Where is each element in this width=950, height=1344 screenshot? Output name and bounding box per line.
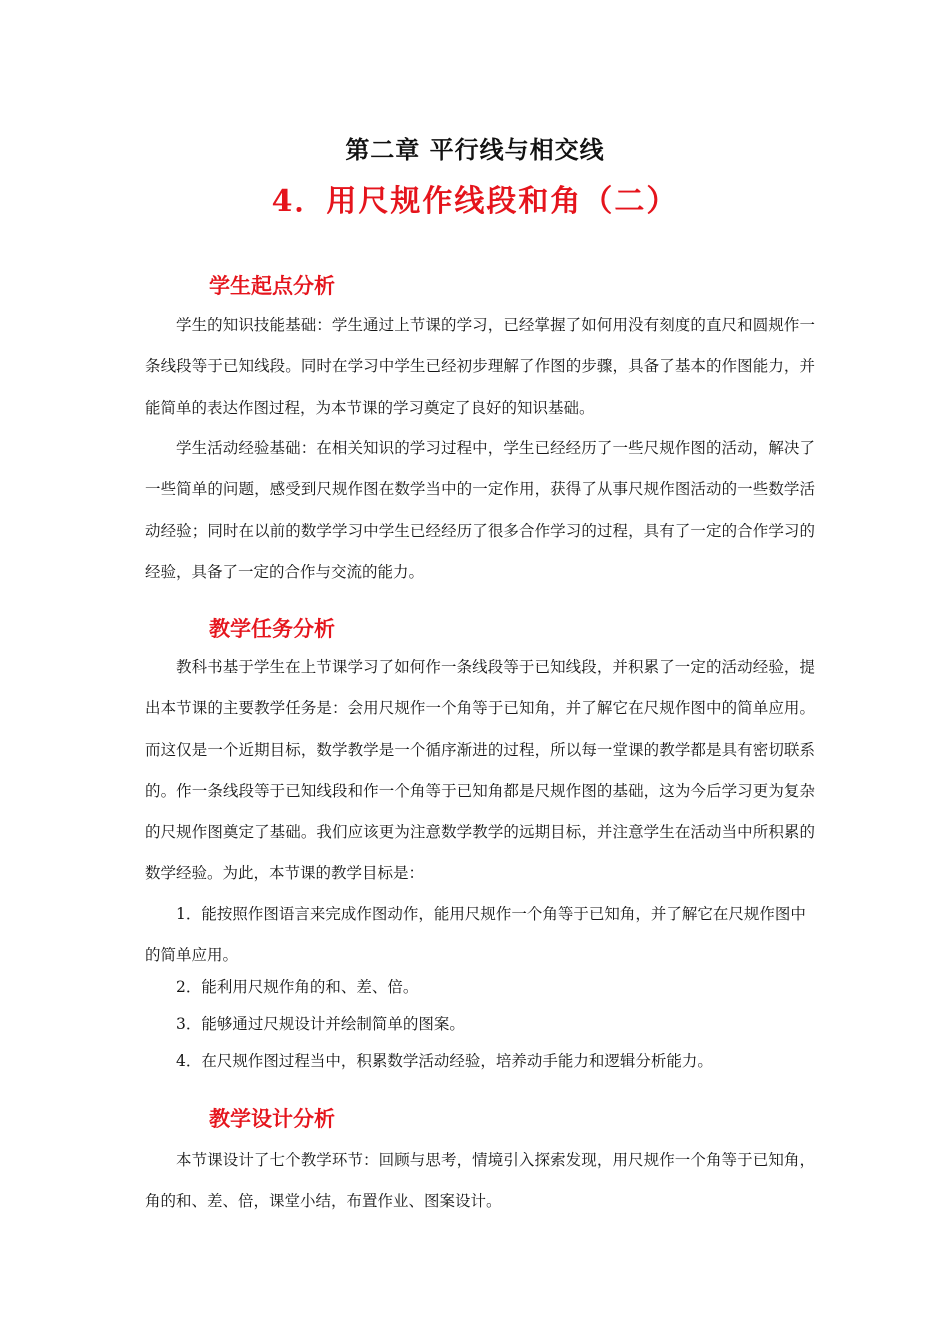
goal-item-1: 1．能按照作图语言来完成作图动作，能用尺规作一个角等于已知角，并了解它在尺规作图中的简单应用。	[145, 905, 806, 965]
goal-item-2: 2．能利用尺规作角的和、差、倍。	[176, 978, 419, 996]
section-heading-student-analysis: 学生起点分析	[209, 273, 335, 298]
chapter-title: 第二章 平行线与相交线	[345, 135, 605, 164]
lesson-title: 4．用尺规作线段和角（二）	[271, 184, 679, 219]
paragraph-task-description: 教科书基于学生在上节课学习了如何作一条线段等于已知线段，并积累了一定的活动经验，提出本节课的主要教学任务是：会用尺规作一个角等于已知角，并了解它在尺规作图中的简单应用。而这仅是一个近期目标，数学教学是一个循序渐进的过程，所以每一堂课的教学都是具有密切联系的。作一条线段等于已知线段和作一个角等于已知角都是尺规作图的基础，这为今后学习更为复杂的尺规作图奠定了基础。我们应该更为注意数学教学的远期目标，并注意学生在活动当中所积累的数学经验。为此，本节课的教学目标是：	[145, 658, 815, 883]
paragraph-activity-experience: 学生活动经验基础：在相关知识的学习过程中，学生已经经历了一些尺规作图的活动，解决了一些简单的问题，感受到尺规作图在数学当中的一定作用，获得了从事尺规作图活动的一些数学活动经验；同时在以前的数学学习中学生已经经历了很多合作学习的过程，具有了一定的合作学习的经验，具备了一定的合作与交流的能力。	[145, 439, 815, 581]
paragraph-design-description: 本节课设计了七个教学环节：回顾与思考，情境引入探索发现，用尺规作一个角等于已知角，角的和、差、倍，课堂小结，布置作业、图案设计。	[145, 1151, 815, 1211]
section-heading-design-analysis: 教学设计分析	[209, 1106, 335, 1131]
goal-item-4: 4．在尺规作图过程当中，积累数学活动经验，培养动手能力和逻辑分析能力。	[176, 1052, 713, 1070]
section-heading-task-analysis: 教学任务分析	[209, 616, 335, 641]
paragraph-knowledge-base: 学生的知识技能基础：学生通过上节课的学习，已经掌握了如何用没有刻度的直尺和圆规作一条线段等于已知线段。同时在学习中学生已经初步理解了作图的步骤，具备了基本的作图能力，并能简单的表达作图过程，为本节课的学习奠定了良好的知识基础。	[145, 316, 815, 417]
goal-item-3: 3．能够通过尺规设计并绘制简单的图案。	[176, 1015, 465, 1033]
